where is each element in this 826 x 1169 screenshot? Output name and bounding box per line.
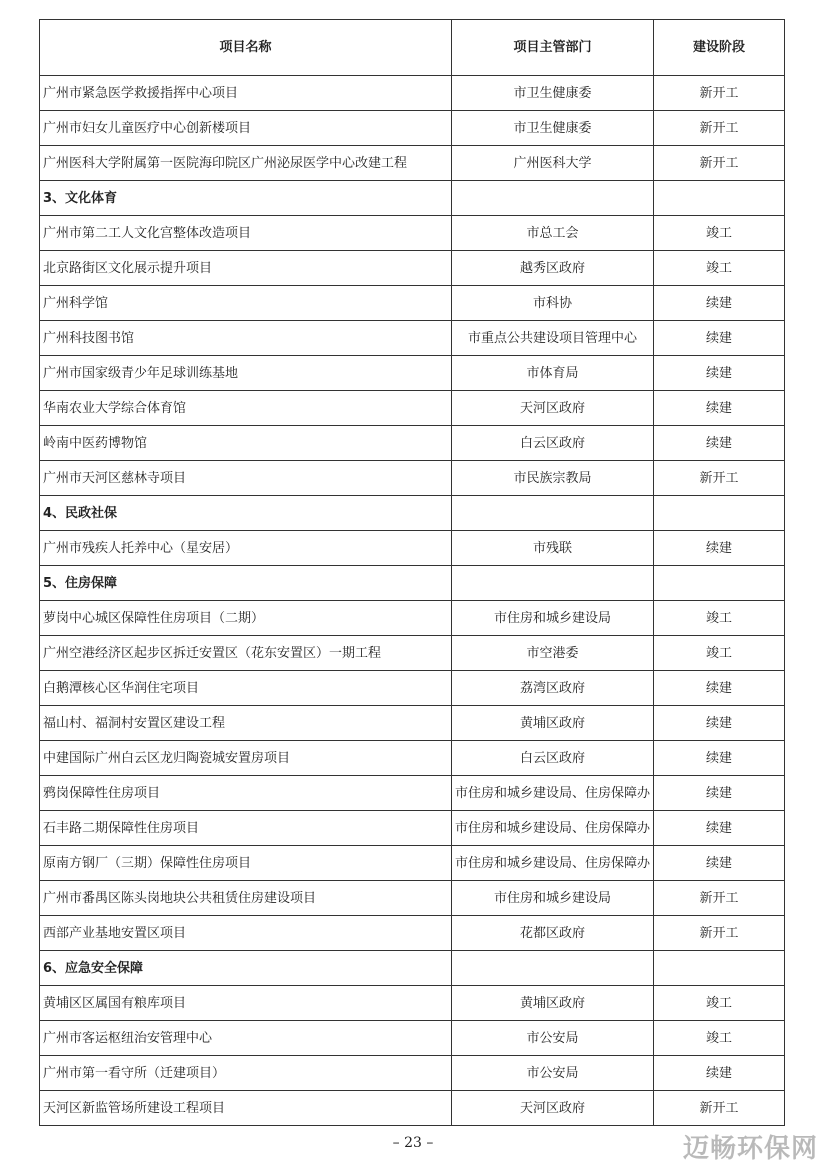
department-cell: 越秀区政府 (452, 251, 654, 286)
department-cell: 天河区政府 (452, 1091, 654, 1126)
project-name-cell: 北京路街区文化展示提升项目 (40, 251, 452, 286)
table-row (40, 636, 785, 671)
table-row (40, 146, 785, 181)
project-name-cell: 广州市紧急医学救援指挥中心项目 (40, 76, 452, 111)
stage-cell: 竣工 (654, 986, 785, 1021)
stage-cell (654, 181, 785, 216)
stage-cell: 新开工 (654, 881, 785, 916)
stage-cell: 续建 (654, 671, 785, 706)
table-body (40, 76, 785, 1126)
table-row (40, 111, 785, 146)
department-cell: 市总工会 (452, 216, 654, 251)
table-row (40, 986, 785, 1021)
project-table (39, 19, 785, 1126)
project-name-cell: 广州市第一看守所（迁建项目） (40, 1056, 452, 1091)
table-row (40, 706, 785, 741)
project-name-cell: 石丰路二期保障性住房项目 (40, 811, 452, 846)
stage-cell: 续建 (654, 706, 785, 741)
stage-cell: 竣工 (654, 251, 785, 286)
department-cell: 市卫生健康委 (452, 111, 654, 146)
project-name-cell: 萝岗中心城区保障性住房项目（二期） (40, 601, 452, 636)
table-row (40, 461, 785, 496)
department-cell: 市公安局 (452, 1056, 654, 1091)
section-title: 5、住房保障 (40, 566, 452, 601)
stage-cell: 续建 (654, 356, 785, 391)
stage-cell: 续建 (654, 776, 785, 811)
project-name-cell: 广州市国家级青少年足球训练基地 (40, 356, 452, 391)
department-cell: 荔湾区政府 (452, 671, 654, 706)
project-name-cell: 广州市番禺区陈头岗地块公共租赁住房建设项目 (40, 881, 452, 916)
department-cell (452, 496, 654, 531)
department-cell (452, 566, 654, 601)
table-row (40, 76, 785, 111)
department-cell: 黄埔区政府 (452, 986, 654, 1021)
department-cell: 市住房和城乡建设局、住房保障办 (452, 811, 654, 846)
project-name-cell: 广州科技图书馆 (40, 321, 452, 356)
stage-cell: 竣工 (654, 601, 785, 636)
department-cell: 白云区政府 (452, 741, 654, 776)
stage-cell: 新开工 (654, 916, 785, 951)
table-row (40, 321, 785, 356)
project-name-cell: 广州空港经济区起步区拆迁安置区（花东安置区）一期工程 (40, 636, 452, 671)
department-cell: 市民族宗教局 (452, 461, 654, 496)
stage-cell: 续建 (654, 321, 785, 356)
column-header-department: 项目主管部门 (452, 20, 654, 76)
stage-cell: 续建 (654, 741, 785, 776)
department-cell: 市残联 (452, 531, 654, 566)
table-row (40, 426, 785, 461)
table-row (40, 601, 785, 636)
section-row (40, 181, 785, 216)
project-name-cell: 广州医科大学附属第一医院海印院区广州泌尿医学中心改建工程 (40, 146, 452, 181)
project-name-cell: 广州市第二工人文化宫整体改造项目 (40, 216, 452, 251)
project-name-cell: 广州市残疾人托养中心（星安居） (40, 531, 452, 566)
table-row (40, 811, 785, 846)
table-row (40, 1021, 785, 1056)
project-name-cell: 华南农业大学综合体育馆 (40, 391, 452, 426)
department-cell: 市住房和城乡建设局 (452, 881, 654, 916)
department-cell: 市体育局 (452, 356, 654, 391)
project-name-cell: 白鹅潭核心区华润住宅项目 (40, 671, 452, 706)
table-row (40, 251, 785, 286)
table-row (40, 531, 785, 566)
column-header-project-name: 项目名称 (40, 20, 452, 76)
table-row (40, 916, 785, 951)
stage-cell: 竣工 (654, 1021, 785, 1056)
table-row (40, 216, 785, 251)
watermark-logo: 迈畅环保网 (682, 1134, 818, 1164)
section-title: 4、民政社保 (40, 496, 452, 531)
department-cell (452, 181, 654, 216)
project-name-cell: 西部产业基地安置区项目 (40, 916, 452, 951)
stage-cell: 续建 (654, 286, 785, 321)
stage-cell: 新开工 (654, 146, 785, 181)
project-name-cell: 广州市妇女儿童医疗中心创新楼项目 (40, 111, 452, 146)
table-row (40, 846, 785, 881)
project-name-cell: 鸦岗保障性住房项目 (40, 776, 452, 811)
project-name-cell: 原南方钢厂（三期）保障性住房项目 (40, 846, 452, 881)
stage-cell: 续建 (654, 426, 785, 461)
stage-cell: 续建 (654, 846, 785, 881)
stage-cell: 新开工 (654, 461, 785, 496)
department-cell: 花都区政府 (452, 916, 654, 951)
department-cell: 市住房和城乡建设局 (452, 601, 654, 636)
department-cell: 天河区政府 (452, 391, 654, 426)
column-header-stage: 建设阶段 (654, 20, 785, 76)
department-cell: 广州医科大学 (452, 146, 654, 181)
stage-cell: 续建 (654, 811, 785, 846)
project-name-cell: 黄埔区区属国有粮库项目 (40, 986, 452, 1021)
stage-cell (654, 951, 785, 986)
project-name-cell: 广州市客运枢纽治安管理中心 (40, 1021, 452, 1056)
table-row (40, 286, 785, 321)
department-cell: 白云区政府 (452, 426, 654, 461)
department-cell: 市住房和城乡建设局、住房保障办 (452, 846, 654, 881)
project-name-cell: 岭南中医药博物馆 (40, 426, 452, 461)
section-title: 3、文化体育 (40, 181, 452, 216)
stage-cell (654, 496, 785, 531)
stage-cell: 竣工 (654, 636, 785, 671)
project-name-cell: 福山村、福洞村安置区建设工程 (40, 706, 452, 741)
page-number: – 23 – (392, 1135, 434, 1151)
stage-cell: 新开工 (654, 111, 785, 146)
stage-cell: 续建 (654, 1056, 785, 1091)
stage-cell: 新开工 (654, 1091, 785, 1126)
section-row (40, 566, 785, 601)
project-name-cell: 中建国际广州白云区龙归陶瓷城安置房项目 (40, 741, 452, 776)
stage-cell: 新开工 (654, 76, 785, 111)
stage-cell (654, 566, 785, 601)
table-row (40, 776, 785, 811)
department-cell: 市重点公共建设项目管理中心 (452, 321, 654, 356)
department-cell: 市公安局 (452, 1021, 654, 1056)
project-name-cell: 天河区新监管场所建设工程项目 (40, 1091, 452, 1126)
department-cell: 黄埔区政府 (452, 706, 654, 741)
department-cell: 市空港委 (452, 636, 654, 671)
department-cell (452, 951, 654, 986)
table-row (40, 1056, 785, 1091)
stage-cell: 续建 (654, 391, 785, 426)
project-name-cell: 广州科学馆 (40, 286, 452, 321)
table-row (40, 671, 785, 706)
section-title: 6、应急安全保障 (40, 951, 452, 986)
project-name-cell: 广州市天河区慈林寺项目 (40, 461, 452, 496)
department-cell: 市卫生健康委 (452, 76, 654, 111)
department-cell: 市科协 (452, 286, 654, 321)
table-row (40, 391, 785, 426)
section-row (40, 951, 785, 986)
section-row (40, 496, 785, 531)
table-row (40, 881, 785, 916)
stage-cell: 续建 (654, 531, 785, 566)
stage-cell: 竣工 (654, 216, 785, 251)
table-row (40, 741, 785, 776)
table-header-row (40, 20, 785, 76)
table-row (40, 356, 785, 391)
table-row (40, 1091, 785, 1126)
department-cell: 市住房和城乡建设局、住房保障办 (452, 776, 654, 811)
